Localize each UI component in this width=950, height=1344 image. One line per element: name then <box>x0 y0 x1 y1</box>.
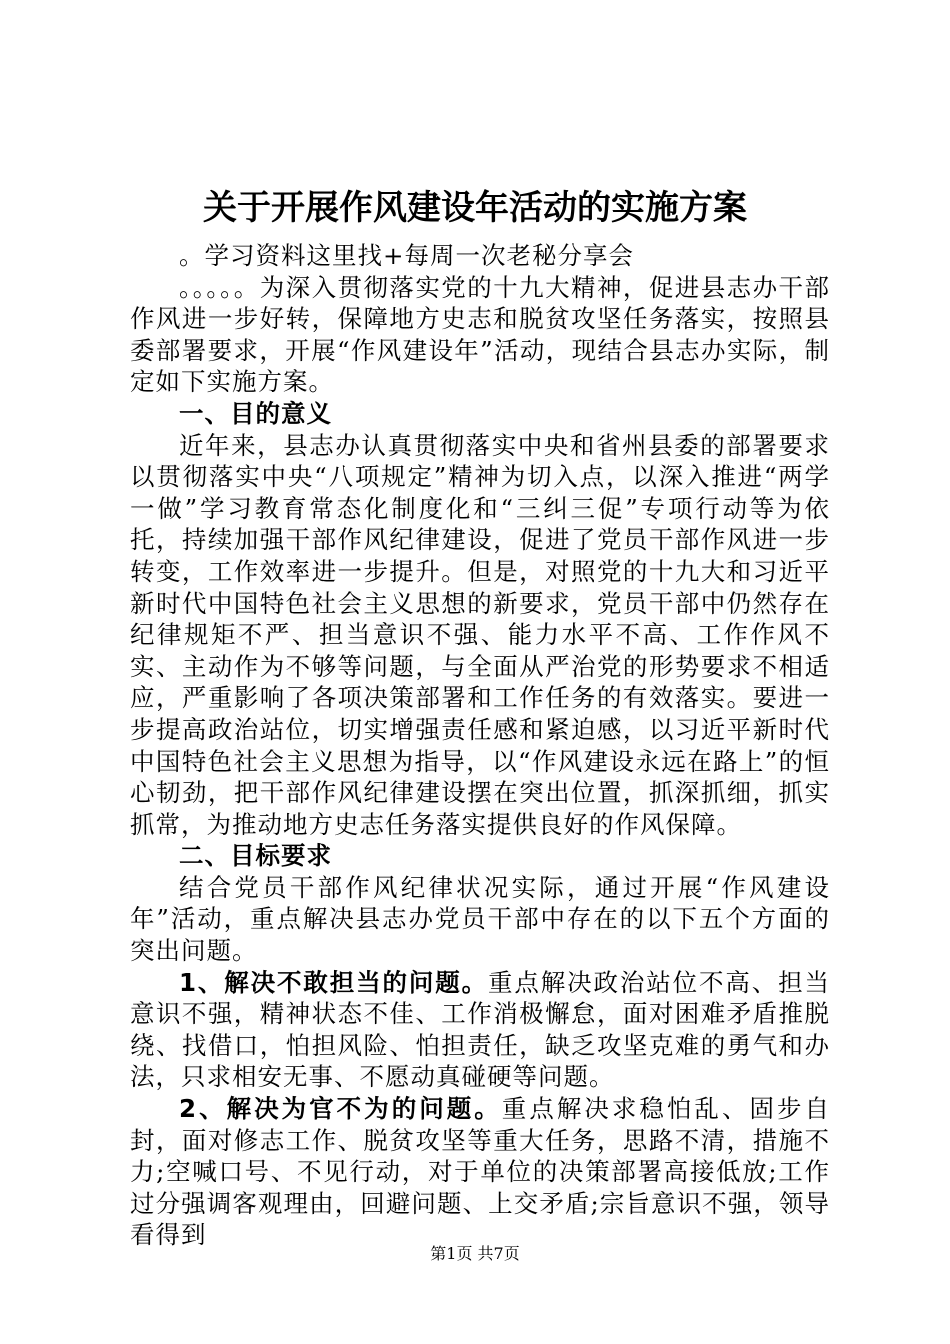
section2-paragraph: 结合党员干部作风纪律状况实际，通过开展“作风建设年”活动，重点解决县志办党员干部中存在的以下五个方面的突出问题。 <box>130 872 830 966</box>
section1-heading: 一、目的意义 <box>179 398 332 428</box>
document-title: 关于开展作风建设年活动的实施方案 <box>203 188 747 228</box>
section2-heading: 二、目标要求 <box>179 841 332 871</box>
item2-text: 重点解决求稳怕乱、固步自封，面对修志工作、脱贫攻坚等重大任务，思路不清，措施不力;空喊口号、不见行动，对于单位的决策部署高接低放;工作过分强调客观理由，回避问题、上交矛盾;宗旨意识不强，领导看得到 <box>130 1094 831 1250</box>
page-footer: 第1页 共7页 <box>430 1244 520 1263</box>
intro-paragraph: 。。。。。为深入贯彻落实党的十九大精神，促进县志办干部作风进一步好转，保障地方史志和脱贫攻坚任务落实，按照县委部署要求，开展“作风建设年”活动，现结合县志办实际，制定如下实施方案。 <box>130 272 830 397</box>
intro-line: 。学习资料这里找+每周一次老秘分享会 <box>179 241 635 270</box>
document-body <box>130 240 830 1251</box>
item2-lead: 2、解决为官不为的问题。 <box>179 1094 502 1124</box>
item1-lead: 1、解决不敢担当的问题。 <box>179 967 489 997</box>
section1-paragraph: 近年来，县志办认真贯彻落实中央和省州县委的部署要求以贯彻落实中央“八项规定”精神为切入点，以深入推进“两学一做”学习教育常态化制度化和“三纠三促”专项行动等为依托，持续加强干部作风纪律建设，促进了党员干部作风进一步转变，工作效率进一步提升。但是，对照党的十九大和习近平新时代中国特色社会主义思想的新要求，党员干部中仍然存在纪律规矩不严、担当意识不强、能力水平不高、工作作风不实、主动作为不够等问题，与全面从严治党的形势要求不相适应，严重影响了各项决策部署和工作任务的有效落实。要进一步提高政治站位，切实增强责任感和紧迫感，以习近平新时代中国特色社会主义思想为指导，以“作风建设永远在路上”的恒心韧劲，把干部作风纪律建设摆在突出位置，抓深抓细，抓实抓常，为推动地方史志任务落实提供良好的作风保障。 <box>130 430 830 839</box>
item1-paragraph <box>130 967 830 1093</box>
item2-paragraph <box>130 1093 830 1251</box>
item1-text: 重点解决政治站位不高、担当意识不强，精神状态不佳、工作消极懈怠，面对困难矛盾推脱绕、找借口，怕担风险、怕担责任，缺乏攻坚克难的勇气和办法，只求相安无事、不愿动真碰硬等问题。 <box>130 967 831 1092</box>
